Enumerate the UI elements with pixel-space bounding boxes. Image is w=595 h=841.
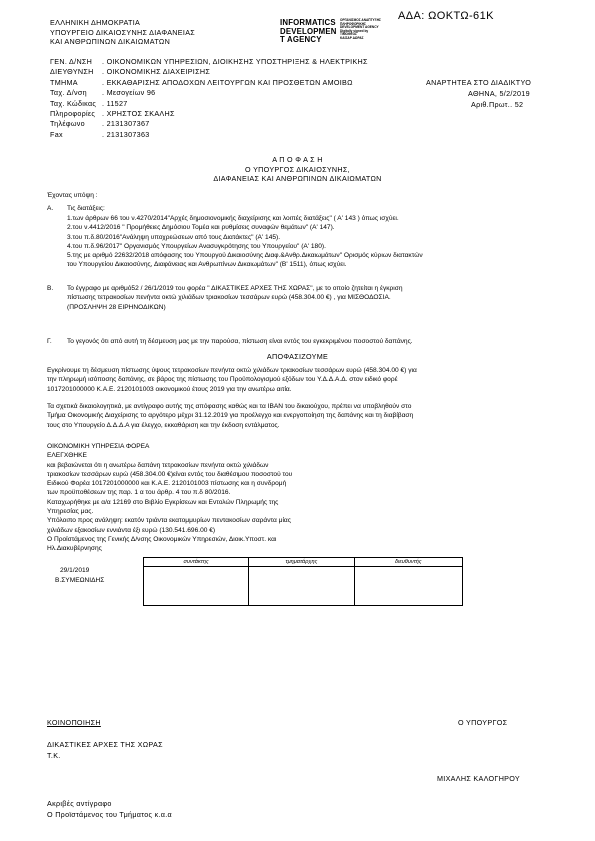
documents-paragraph: Τα σχετικά δικαιολογητικά, με αντίγραφο αυτής της απόφασης καθώς και τα IBAN του δικαιούχου, πρέπει να υποβληθούν στο Τμήμα Οικονομικής Διαχείρισης το αργότερο μέχρι 31.12.2019 για προέλεγχο και ενεργοποίηση της δαπάνης και τη διαβίβαση τους στο Υπουργείο Δ.Δ.Δ.Α για έλεγχο, εκκαθάριση και την έκδοση εντάλματος. (47, 403, 414, 429)
publish-notice: ΑΝΑΡΤΗΤΕΑ ΣΤΟ ΔΙΑΔΙΚΤΥΟ (426, 78, 532, 87)
section-head-label: Ο Προϊστάμενος του Τμήματος κ.α.α (47, 810, 173, 819)
field-label: Τηλέφωνο (50, 119, 85, 129)
field-label: ΔΙΕΥΘΥΝΣΗ (50, 67, 94, 77)
decision-title: Α Π Ο Φ Α Σ Η Ο ΥΠΟΥΡΓΟΣ ΔΙΚΑΙΟΣΥΝΗΣ, ΔΙΑΦΑΝΕΙΑΣ ΚΑΙ ΑΝΘΡΩΠΙΝΩΝ ΔΙΚΑΙΩΜΑΤΩΝ (213, 155, 382, 184)
header-line: ΕΛΛΗΝΙΚΗ ΔΗΜΟΚΡΑΤΙΑ (50, 18, 141, 27)
field-label: Fax (50, 129, 63, 139)
field-value: . ΟΙΚΟΝΟΜΙΚΗΣ ΔΙΑΧΕΙΡΙΣΗΣ (102, 67, 211, 77)
financial-service-title: ΟΙΚΟΝΟΜΙΚΗ ΥΠΗΡΕΣΙΑ ΦΟΡΕΑ (47, 443, 150, 450)
field-value: . Μεσογείων 96 (102, 88, 156, 98)
section-a-marker: Α. (47, 205, 54, 212)
section-b-text: Το έγγραφο με αριθμό52 / 26/1/2019 του φορέα " ΔΙΚΑΣΤΙΚΕΣ ΑΡΧΕΣ ΤΗΣ ΧΩΡΑΣ", με το οποίο ζητείται η έγκριση πίστωσης τετρακοσίων πενήντα οκτώ χιλιάδων τριακοσίων τεσσάρων ευρώ (458.304.00 €) , για ΜΙΣΘΟΔΟΣΙΑ. (ΠΡΟΣΛΗΨΗ 28 ΕΙΡΗΝΟΔΙΚΩΝ) (67, 285, 403, 311)
field-value: . ΟΙΚΟΝΟΜΙΚΩΝ ΥΠΗΡΕΣΙΩΝ, ΔΙΟΙΚΗΣΗΣ ΥΠΟΣΤΗΡΙΞΗΣ & ΗΛΕΚΤΡΙΚΗΣ (102, 57, 368, 66)
signature-details: ΟΡΓΑΝΙΣΜΟΣ ΑΝΑΠΤΥΞΗΣ ΠΛΗΡΟΦΟΡΙΚΗΣ DEVELOPMENT AGENCY Digitally signed by ΤΙΜΟΘΕΟΣ ΚΑΙΣΑΡ ΔΩΡΑΣ (340, 18, 381, 40)
header-line: ΥΠΟΥΡΓΕΙΟ ΔΙΚΑΙΟΣΥΝΗΣ ΔΙΑΦΑΝΕΙΑΣ (50, 27, 196, 37)
list-item: 1.των άρθρων 66 του ν.4270/2014"Αρχές δημοσιονομικής διαχείρισης και λοιπές διατάξεις" ( Α' 143 ) όπως ισχύει. (67, 215, 399, 222)
list-item: 3.του π.δ.80/2016"Ανάληψη υποχρεώσεων από τους Διατάκτες" (Α' 145). (67, 233, 281, 241)
section-c-text: Το γεγονός ότι από αυτή τη δέσμευση μας με την παρούσα, πίστωση είναι εντός του εγκεκριμένου ποσοστού δαπάνης. (67, 338, 413, 345)
sig-cell (144, 567, 249, 606)
header-ministry-block (50, 18, 195, 47)
sig-header-director: διευθυντής (354, 558, 462, 567)
protocol-number: Αριθ.Πρωτ.. 52 (471, 100, 524, 109)
field-value: . 11527 (102, 98, 128, 108)
section-a-heading: Τις διατάξεις: (67, 205, 105, 212)
checked-date: 29/1/2019 (60, 567, 90, 574)
field-label: Ταχ. Δ/νση (50, 88, 87, 98)
signature-logo-text: INFORMATICS DEVELOPMEN T AGENCY (280, 18, 337, 45)
document-date: ΑΘΗΝΑ, 5/2/2019 (468, 89, 530, 98)
field-label: ΓΕΝ. Δ/ΝΣΗ (50, 57, 93, 66)
financial-service-block: ΟΙΚΟΝΟΜΙΚΗ ΥΠΗΡΕΣΙΑ ΦΟΡΕΑ ΕΛΕΓΧΘΗΚΕ και βεβαιώνεται ότι η ανωτέρω δαπάνη τετρακοσίων πενήντα οκτώ χιλιάδων τριακοσίων τεσσάρων ευρώ (458.304.00 €)είναι εντός του διαθέσιμου ποσοστού του Ειδικού Φορέα 1017201000000 και Κ.Α.Ε. 2120101003 πίστωσης και η συνδρομή των προϋποθέσεων της παρ. 1 α του άρθρ. 4 του π.δ 80/2016. Καταχωρήθηκε με α/α 12169 στο Βιβλίο Εγκρίσεων και Εντολών Πληρωμής της Υπηρεσίας μας. Υπόλοιπο προς ανάληψη: εκατόν τριάντα εκατομμυρίων πεντακοσίων σαράντα μίας χιλιάδων εξακοσίων εννιάντα έξι ευρώ (130.541.696.00 €) Ο Προϊστάμενος της Γενικής Δ/νσης Οικονομικών Υπηρεσιών, Διοικ.Υποστ. και Ηλ.Διακυβέρνησης (47, 443, 293, 553)
field-label: Πληροφορίες (50, 108, 96, 118)
approval-paragraph: Εγκρίνουμε τη δέσμευση πίστωσης ύψους τετρακοσίων πενήντα οκτώ χιλιάδων τριακοσίων τεσσάρων ευρώ (458.304.00 €) για την πληρωμή ισόποσης δαπάνης, σε βάρος της πίστωσης του Προϋπολογισμού εξόδων του Υ.Δ.Δ.Α.Δ. στον ειδικό φορέ 1017201000000 Κ.Α.Ε. 2120101003 οικονομικού έτους 2019 για την ανωτέρω αιτία. (47, 367, 417, 393)
decide-heading: ΑΠΟΦΑΣΙΖΟΥΜΕ (266, 352, 329, 361)
sig-cell (354, 567, 462, 606)
having-in-view: Έχοντας υπόψη : (47, 192, 98, 199)
list-item: 5.της με αριθμό 22632/2018 απόφασης του Υπουργού Δικαιοσύνης Διαφ.&Ανθρ.Δικαιωμάτων" Ορισμός κύριων διατακτών (67, 252, 423, 260)
field-label: ΤΜΗΜΑ (50, 77, 78, 87)
list-item: 2.του ν.4412/2016 " Προμήθειες Δημόσιου Τομέα και ρυθμίσεις συναφών θεμάτων" (Α' 147). (67, 224, 335, 232)
field-value: . 2131307367 (102, 119, 150, 129)
section-b-marker: Β. (47, 285, 54, 292)
sig-header-section-head: τμηματάρχης (249, 558, 354, 567)
list-item: του Υπουργείου Δικαιοσύνης, Διαφάνειας και Ανθρωπίνων Δικαιωμάτων" (Β' 1511), όπως ισχύει. (67, 261, 347, 269)
field-label: Ταχ. Κώδικας (50, 98, 97, 108)
signature-table (143, 557, 463, 606)
sig-cell (249, 567, 354, 606)
field-value: . ΧΡΗΣΤΟΣ ΣΚΑΛΗΣ (102, 108, 175, 118)
header-line: ΚΑΙ ΑΝΘΡΩΠΙΝΩΝ ΔΙΚΑΙΩΜΑΤΩΝ (50, 37, 171, 47)
checked-label: ΕΛΕΓΧΘΗΚΕ (47, 452, 87, 460)
section-a-items (67, 214, 423, 270)
sender-fields (50, 57, 368, 140)
ada-code: ΑΔΑ: ΩΟΚΤΩ-61Κ (398, 10, 494, 22)
recipient-tk: Τ.Κ. (47, 751, 61, 760)
field-value: . 2131307363 (102, 129, 150, 139)
sig-header-author: συντάκτης (144, 558, 249, 567)
checked-signer: Β.ΣΥΜΕΩΝΙΔΗΣ (55, 577, 105, 584)
field-value: . ΕΚΚΑΘΑΡΙΣΗΣ ΑΠΟΔΟΧΩΝ ΛΕΙΤΟΥΡΓΩΝ ΚΑΙ ΠΡΟΣΘΕΤΩΝ ΑΜΟΙΒΩ (102, 77, 353, 87)
list-item: 4.του π.δ.96/2017" Οργανισμός Υπουργείων Ανασυγκρότησης του Υπουργείου" (Α' 180). (67, 242, 326, 250)
section-c-marker: Γ. (47, 338, 52, 345)
true-copy: Ακριβές αντίγραφο (47, 799, 112, 808)
notify-heading: ΚΟΙΝΟΠΟΙΗΣΗ (47, 718, 101, 727)
recipient: ΔΙΚΑΣΤΙΚΕΣ ΑΡΧΕΣ ΤΗΣ ΧΩΡΑΣ (47, 740, 163, 749)
minister-label: Ο ΥΠΟΥΡΓΟΣ (458, 718, 508, 727)
minister-name: ΜΙΧΑΛΗΣ ΚΑΛΟΓΗΡΟΥ (437, 774, 521, 783)
